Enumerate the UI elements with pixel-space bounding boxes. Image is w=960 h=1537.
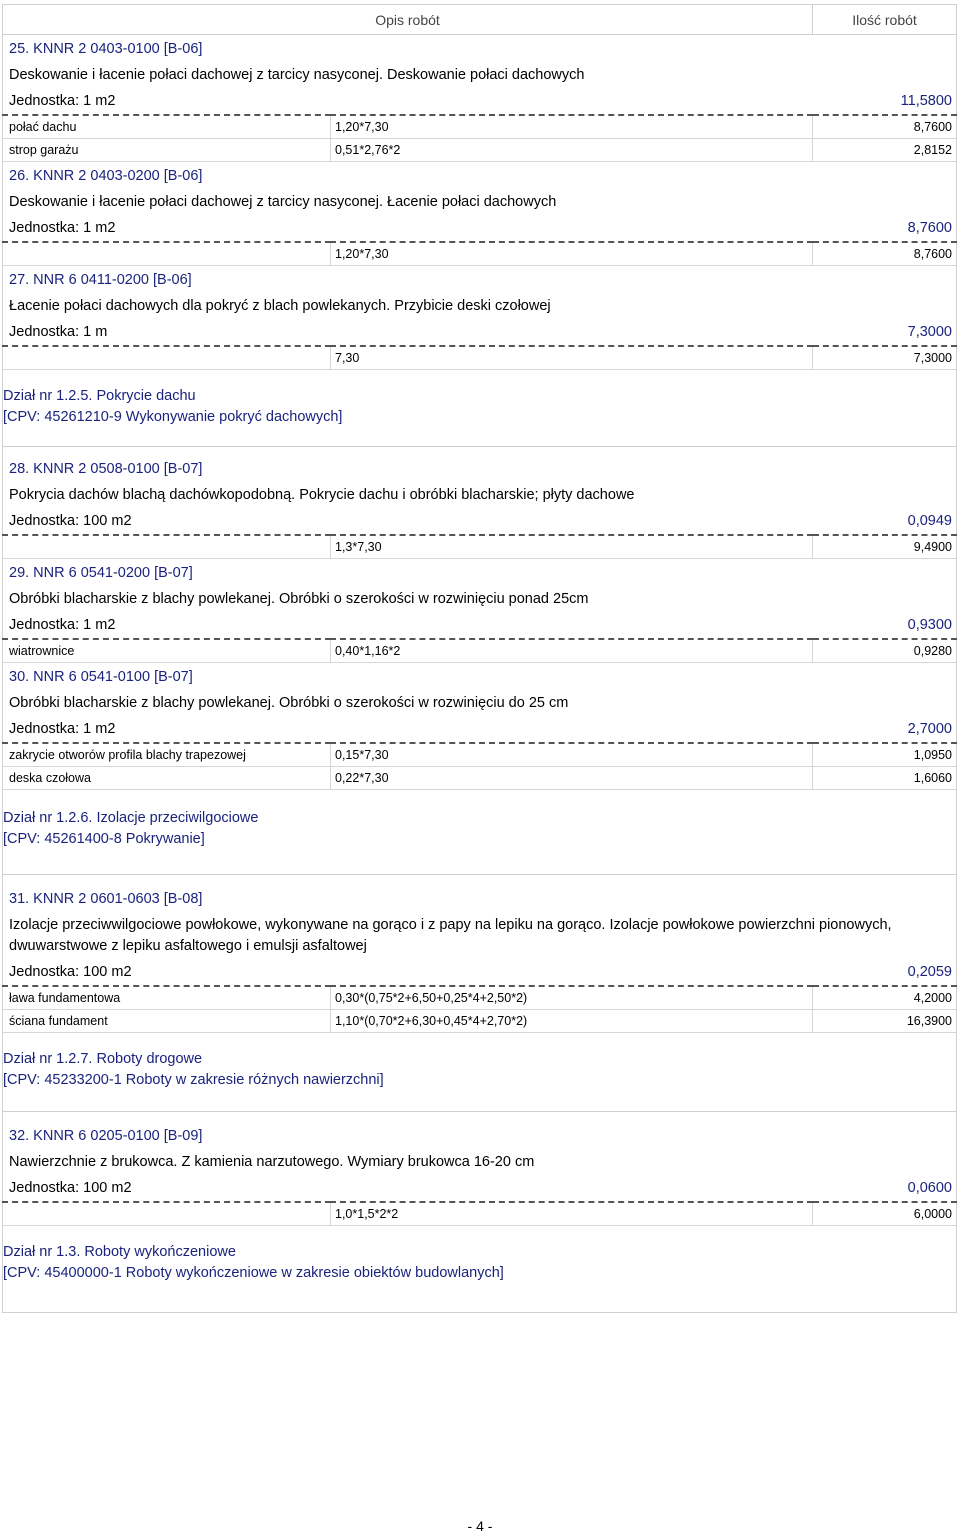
unit-quantity: 2,7000 [813, 716, 957, 743]
measurement-label: zakrycie otworów profila blachy trapezowej [3, 743, 331, 767]
measurement-formula: 0,40*1,16*2 [331, 639, 813, 663]
unit-row [3, 959, 957, 986]
measurement-row [3, 115, 957, 139]
unit-row [3, 1175, 957, 1202]
position-description: Pokrycia dachów blachą dachówkopodobną. Pokrycie dachu i obróbki blacharskie; płyty dachowe [9, 487, 635, 503]
measurement-formula: 1,10*(0,70*2+6,30+0,45*4+2,70*2) [331, 1010, 813, 1033]
section-cpv: [CPV: 45261400-8 Pokrywanie] [3, 829, 957, 875]
measurement-label: wiatrownice [3, 639, 331, 663]
measurement-value: 1,0950 [813, 743, 957, 767]
section-cpv: [CPV: 45261210-9 Wykonywanie pokryć dachowych] [3, 407, 957, 447]
position-code: 32. KNNR 6 0205-0100 [B-09] [9, 1128, 203, 1144]
measurement-label: strop garażu [3, 139, 331, 162]
measurement-row [3, 767, 957, 790]
measurement-formula: 1,20*7,30 [331, 115, 813, 139]
measurement-row [3, 535, 957, 559]
document-page [2, 4, 956, 1313]
position-code: 26. KNNR 2 0403-0200 [B-06] [9, 168, 203, 184]
measurement-formula: 7,30 [331, 346, 813, 370]
section-title: Dział nr 1.2.6. Izolacje przeciwilgociowe [3, 810, 259, 826]
section-title: Dział nr 1.2.5. Pokrycie dachu [3, 388, 196, 404]
measurement-row [3, 1202, 957, 1226]
position-code: 27. NNR 6 0411-0200 [B-06] [9, 272, 192, 288]
section-cpv: [CPV: 45233200-1 Roboty w zakresie różnych nawierzchni] [3, 1070, 957, 1112]
unit-label: Jednostka: 100 m2 [3, 508, 813, 535]
measurement-formula: 0,51*2,76*2 [331, 139, 813, 162]
unit-row [3, 88, 957, 115]
unit-label: Jednostka: 1 m [3, 319, 813, 346]
unit-row [3, 612, 957, 639]
unit-label: Jednostka: 1 m2 [3, 612, 813, 639]
position-code: 25. KNNR 2 0403-0100 [B-06] [9, 41, 203, 57]
section-cpv: [CPV: 45400000-1 Roboty wykończeniowe w zakresie obiektów budowlanych] [3, 1265, 504, 1281]
unit-row [3, 508, 957, 535]
unit-row [3, 319, 957, 346]
measurement-row [3, 986, 957, 1010]
position-code: 28. KNNR 2 0508-0100 [B-07] [9, 461, 203, 477]
section-title: Dział nr 1.3. Roboty wykończeniowe [3, 1244, 236, 1260]
measurement-value: 1,6060 [813, 767, 957, 790]
position-code: 31. KNNR 2 0601-0603 [B-08] [9, 891, 203, 907]
unit-row [3, 716, 957, 743]
table-header [3, 5, 957, 35]
section-title: Dział nr 1.2.7. Roboty drogowe [3, 1051, 203, 1067]
unit-label: Jednostka: 1 m2 [3, 88, 813, 115]
unit-label: Jednostka: 1 m2 [3, 716, 813, 743]
measurement-formula: 0,30*(0,75*2+6,50+0,25*4+2,50*2) [331, 986, 813, 1010]
header-description: Opis robót [3, 5, 813, 35]
bill-of-quantities-table [2, 4, 957, 1313]
unit-row [3, 215, 957, 242]
measurement-row [3, 242, 957, 266]
measurement-formula: 1,20*7,30 [331, 242, 813, 266]
measurement-label: ława fundamentowa [3, 986, 331, 1010]
position-description: Nawierzchnie z brukowca. Z kamienia narzutowego. Wymiary brukowca 16-20 cm [9, 1154, 535, 1170]
measurement-value: 16,3900 [813, 1010, 957, 1033]
measurement-formula: 0,22*7,30 [331, 767, 813, 790]
measurement-value: 9,4900 [813, 535, 957, 559]
position-description: Izolacje przeciwwilgociowe powłokowe, wykonywane na gorąco i z papy na lepiku na gorąco. Izolacje powłokowe powierzchni pionowych, dwuwarstwowe z lepiku asfaltowego i emulsji asfaltowej [9, 917, 892, 954]
measurement-label [3, 1202, 331, 1226]
position-description: Obróbki blacharskie z blachy powlekanej. Obróbki o szerokości w rozwinięciu ponad 25cm [9, 591, 589, 607]
position-code: 29. NNR 6 0541-0200 [B-07] [9, 565, 193, 581]
measurement-formula: 1,0*1,5*2*2 [331, 1202, 813, 1226]
unit-quantity: 11,5800 [813, 88, 957, 115]
position-code: 30. NNR 6 0541-0100 [B-07] [9, 669, 193, 685]
measurement-value: 8,7600 [813, 115, 957, 139]
measurement-row [3, 1010, 957, 1033]
unit-label: Jednostka: 100 m2 [3, 1175, 813, 1202]
page-number: - 4 - [467, 1518, 493, 1534]
measurement-label: ściana fundament [3, 1010, 331, 1033]
measurement-label [3, 242, 331, 266]
position-description: Łacenie połaci dachowych dla pokryć z blach powlekanych. Przybicie deski czołowej [9, 298, 551, 314]
position-description: Deskowanie i łacenie połaci dachowej z tarcicy nasyconej. Deskowanie połaci dachowych [9, 67, 585, 83]
measurement-label: połać dachu [3, 115, 331, 139]
position-description: Obróbki blacharskie z blachy powlekanej. Obróbki o szerokości w rozwinięciu do 25 cm [9, 695, 569, 711]
unit-quantity: 8,7600 [813, 215, 957, 242]
unit-quantity: 7,3000 [813, 319, 957, 346]
measurement-value: 7,3000 [813, 346, 957, 370]
measurement-formula: 1,3*7,30 [331, 535, 813, 559]
measurement-label [3, 346, 331, 370]
unit-quantity: 0,0949 [813, 508, 957, 535]
measurement-row [3, 743, 957, 767]
measurement-value: 4,2000 [813, 986, 957, 1010]
measurement-value: 0,9280 [813, 639, 957, 663]
position-description: Deskowanie i łacenie połaci dachowej z tarcicy nasyconej. Łacenie połaci dachowych [9, 194, 557, 210]
measurement-row [3, 639, 957, 663]
measurement-row [3, 139, 957, 162]
unit-quantity: 0,2059 [813, 959, 957, 986]
measurement-row [3, 346, 957, 370]
measurement-label [3, 535, 331, 559]
unit-quantity: 0,9300 [813, 612, 957, 639]
measurement-formula: 0,15*7,30 [331, 743, 813, 767]
measurement-value: 6,0000 [813, 1202, 957, 1226]
measurement-value: 2,8152 [813, 139, 957, 162]
header-quantity: Ilość robót [813, 5, 957, 35]
unit-quantity: 0,0600 [813, 1175, 957, 1202]
page-footer [0, 1518, 960, 1534]
measurement-value: 8,7600 [813, 242, 957, 266]
measurement-label: deska czołowa [3, 767, 331, 790]
unit-label: Jednostka: 1 m2 [3, 215, 813, 242]
unit-label: Jednostka: 100 m2 [3, 959, 813, 986]
